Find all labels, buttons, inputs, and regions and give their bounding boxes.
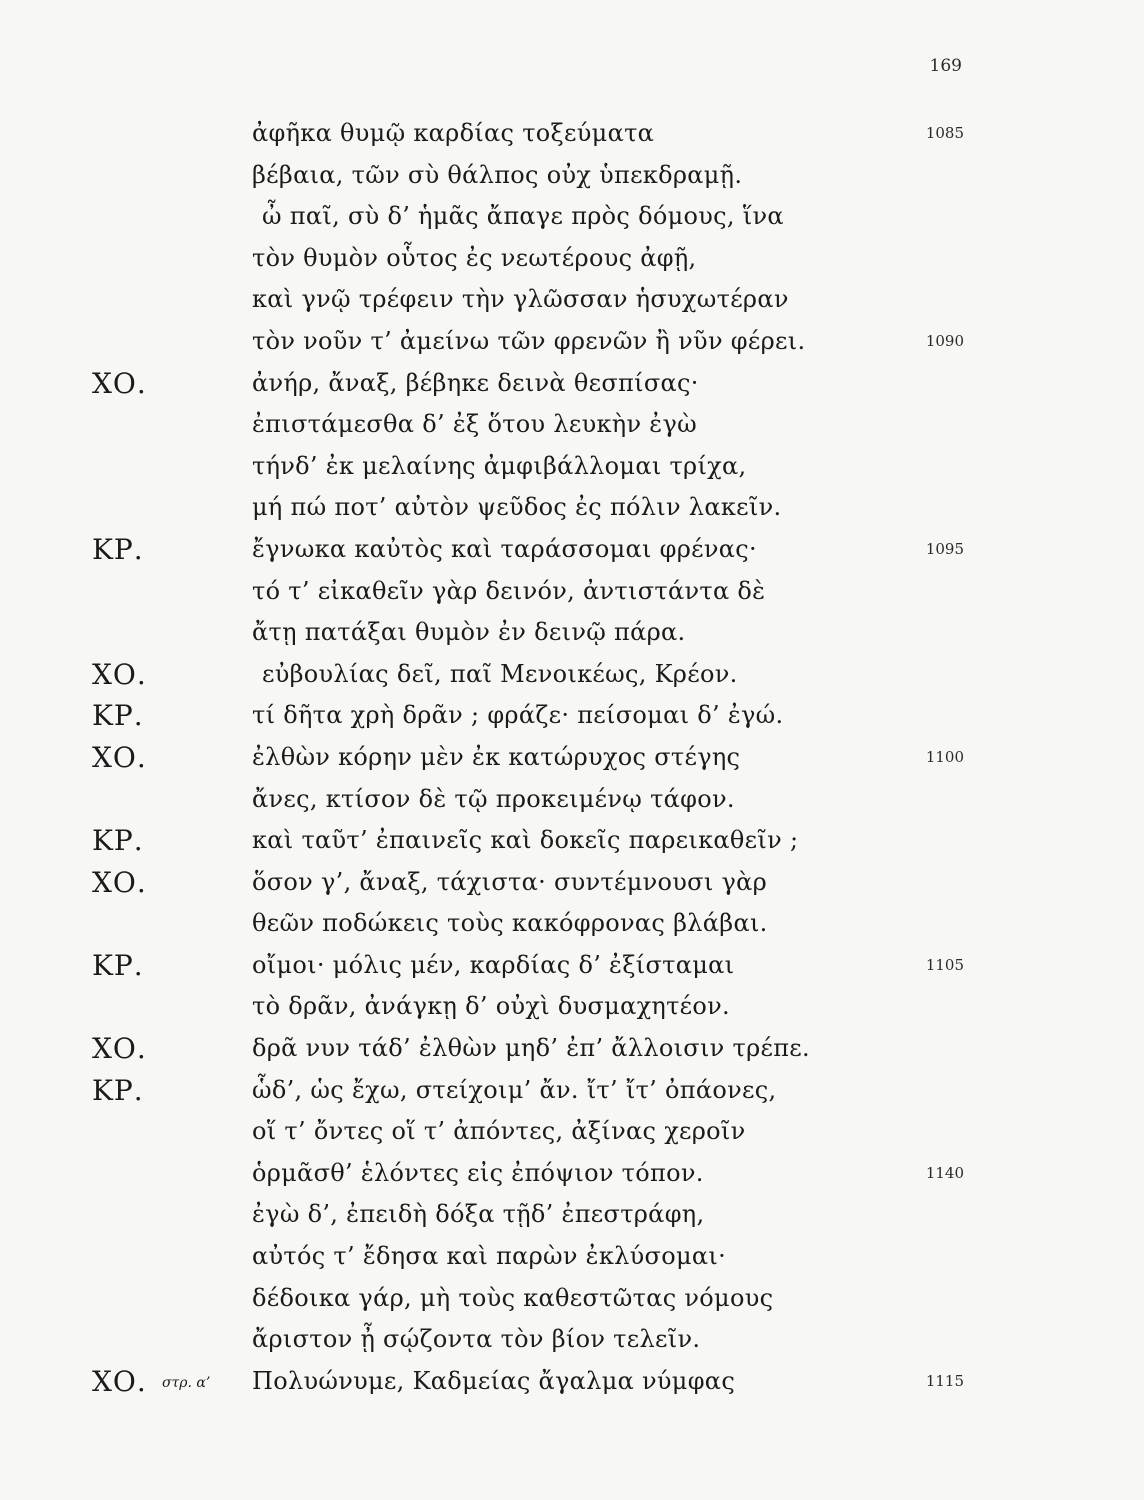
speaker-label: ΧΟ. xyxy=(92,1364,147,1398)
verse-line xyxy=(0,155,1144,197)
verse-text: τὸν θυμὸν οὗτος ἐς νεωτέρους ἀφῇ, xyxy=(252,243,697,272)
verse-text: τί δῆτα χρὴ δρᾶν ; φράζε· πείσομαι δ’ ἐγώ. xyxy=(252,701,784,730)
verse-text: ἄτῃ πατάξαι θυμὸν ἐν δεινῷ πάρα. xyxy=(252,618,686,647)
verse-line xyxy=(0,1194,1144,1236)
verse-line xyxy=(0,654,1144,696)
verse-line xyxy=(0,695,1144,737)
verse-line xyxy=(0,903,1144,945)
verse-line xyxy=(0,404,1144,446)
verse-text: ἔγνωκα καὐτὸς καὶ ταράσσομαι φρένας· xyxy=(252,534,757,563)
line-number: 1100 xyxy=(925,747,964,766)
verse-line xyxy=(0,820,1144,862)
verse-line xyxy=(0,321,1144,363)
verse-line xyxy=(0,1236,1144,1278)
verse-text: ἐγὼ δ’, ἐπειδὴ δόξα τῇδ’ ἐπεστράφη, xyxy=(252,1200,705,1229)
verse-text: τὸ δρᾶν, ἀνάγκῃ δ’ οὐχὶ δυσμαχητέον. xyxy=(252,992,730,1021)
verse-line xyxy=(0,487,1144,529)
verse-text: δέδοικα γάρ, μὴ τοὺς καθεστῶτας νόμους xyxy=(252,1283,774,1312)
line-number: 1090 xyxy=(925,331,964,350)
verse-text: αὐτός τ’ ἔδησα καὶ παρὼν ἐκλύσομαι· xyxy=(252,1242,727,1271)
verse-text: καὶ ταῦτ’ ἐπαινεῖς καὶ δοκεῖς παρεικαθεῖν ; xyxy=(252,826,799,855)
verse-text: ὁρμᾶσθ’ ἑλόντες εἰς ἐπόψιον τόπον. xyxy=(252,1158,704,1187)
speaker-label: ΧΟ. xyxy=(92,1032,147,1066)
verse-line xyxy=(0,1070,1144,1112)
speaker-label: ΚΡ. xyxy=(92,948,144,982)
verse-text: ὦ παῖ, σὺ δ’ ἡμᾶς ἄπαγε πρὸς δόμους, ἵνα xyxy=(262,202,784,231)
verse-line xyxy=(0,986,1144,1028)
speaker-label: ΧΟ. xyxy=(92,366,147,400)
strophe-label: στρ. α’ xyxy=(162,1374,211,1391)
line-number: 1115 xyxy=(925,1371,964,1390)
verse-text: ἄνες, κτίσον δὲ τῷ προκειμένῳ τάφον. xyxy=(252,784,735,813)
verse-text: καὶ γνῷ τρέφειν τὴν γλῶσσαν ἡσυχωτέραν xyxy=(252,285,789,314)
line-number: 1105 xyxy=(925,955,964,974)
verse-text: εὐβουλίας δεῖ, παῖ Μενοικέως, Κρέον. xyxy=(262,659,738,688)
verse-line xyxy=(0,529,1144,571)
verse-text: τὸν νοῦν τ’ ἀμείνω τῶν φρενῶν ἢ νῦν φέρει. xyxy=(252,326,806,355)
line-number: 1095 xyxy=(925,539,964,558)
verse-line xyxy=(0,862,1144,904)
verse-line xyxy=(0,1028,1144,1070)
verse-line xyxy=(0,737,1144,779)
verse-text: ἀνήρ, ἄναξ, βέβηκε δεινὰ θεσπίσας· xyxy=(252,368,699,397)
verse-line xyxy=(0,1361,1144,1403)
verse-line xyxy=(0,113,1144,155)
verse-line xyxy=(0,196,1144,238)
verse-lines xyxy=(0,113,1144,1402)
verse-text: Πολυώνυμε, Καδμείας ἄγαλμα νύμφας xyxy=(252,1366,736,1395)
speaker-label: ΚΡ. xyxy=(92,1073,144,1107)
verse-text: ἀφῆκα θυμῷ καρδίας τοξεύματα xyxy=(252,119,655,147)
verse-line xyxy=(0,779,1144,821)
verse-line xyxy=(0,1111,1144,1153)
line-number: 1085 xyxy=(925,124,964,142)
verse-text: θεῶν ποδώκεις τοὺς κακόφρονας βλάβαι. xyxy=(252,909,768,938)
speaker-label: ΚΡ. xyxy=(92,824,144,858)
verse-text: ἐλθὼν κόρην μὲν ἐκ κατώρυχος στέγης xyxy=(252,742,741,771)
verse-line xyxy=(0,446,1144,488)
page-number: 169 xyxy=(929,56,962,76)
verse-text: ὧδ’, ὡς ἔχω, στείχοιμ’ ἄν. ἴτ’ ἴτ’ ὀπάονες, xyxy=(252,1075,777,1104)
verse-text: ἐπιστάμεσθα δ’ ἐξ ὅτου λευκὴν ἐγὼ xyxy=(252,410,697,439)
verse-text: δρᾶ νυν τάδ’ ἐλθὼν μηδ’ ἐπ’ ἄλλοισιν τρέπε. xyxy=(252,1034,810,1063)
verse-line xyxy=(0,363,1144,405)
speaker-label: ΧΟ. xyxy=(92,657,147,691)
verse-text: οἴμοι· μόλις μέν, καρδίας δ’ ἐξίσταμαι xyxy=(252,950,735,979)
verse-line xyxy=(0,612,1144,654)
verse-text: τό τ’ εἰκαθεῖν γὰρ δεινόν, ἀντιστάντα δὲ xyxy=(252,576,766,605)
verse-line xyxy=(0,571,1144,613)
verse-text: οἵ τ’ ὄντες οἵ τ’ ἀπόντες, ἀξίνας χεροῖν xyxy=(252,1117,746,1146)
verse-line xyxy=(0,1319,1144,1361)
verse-text: τήνδ’ ἐκ μελαίνης ἀμφιβάλλομαι τρίχα, xyxy=(252,451,747,480)
verse-line xyxy=(0,238,1144,280)
speaker-label: ΚΡ. xyxy=(92,699,144,733)
line-number: 1140 xyxy=(925,1163,964,1182)
verse-text: μή πώ ποτ’ αὐτὸν ψεῦδος ἐς πόλιν λακεῖν. xyxy=(252,493,782,522)
verse-line xyxy=(0,1153,1144,1195)
verse-text: ἄριστον ᾖ σῴζοντα τὸν βίον τελεῖν. xyxy=(252,1325,701,1354)
speaker-label: ΧΟ. xyxy=(92,865,147,899)
verse-text: ὅσον γ’, ἄναξ, τάχιστα· συντέμνουσι γὰρ xyxy=(252,867,768,896)
verse-text: βέβαια, τῶν σὺ θάλπος οὐχ ὑπεκδραμῇ. xyxy=(252,160,743,189)
verse-line xyxy=(0,279,1144,321)
verse-line xyxy=(0,945,1144,987)
speaker-label: ΚΡ. xyxy=(92,532,144,566)
verse-line xyxy=(0,1278,1144,1320)
speaker-label: ΧΟ. xyxy=(92,740,147,774)
